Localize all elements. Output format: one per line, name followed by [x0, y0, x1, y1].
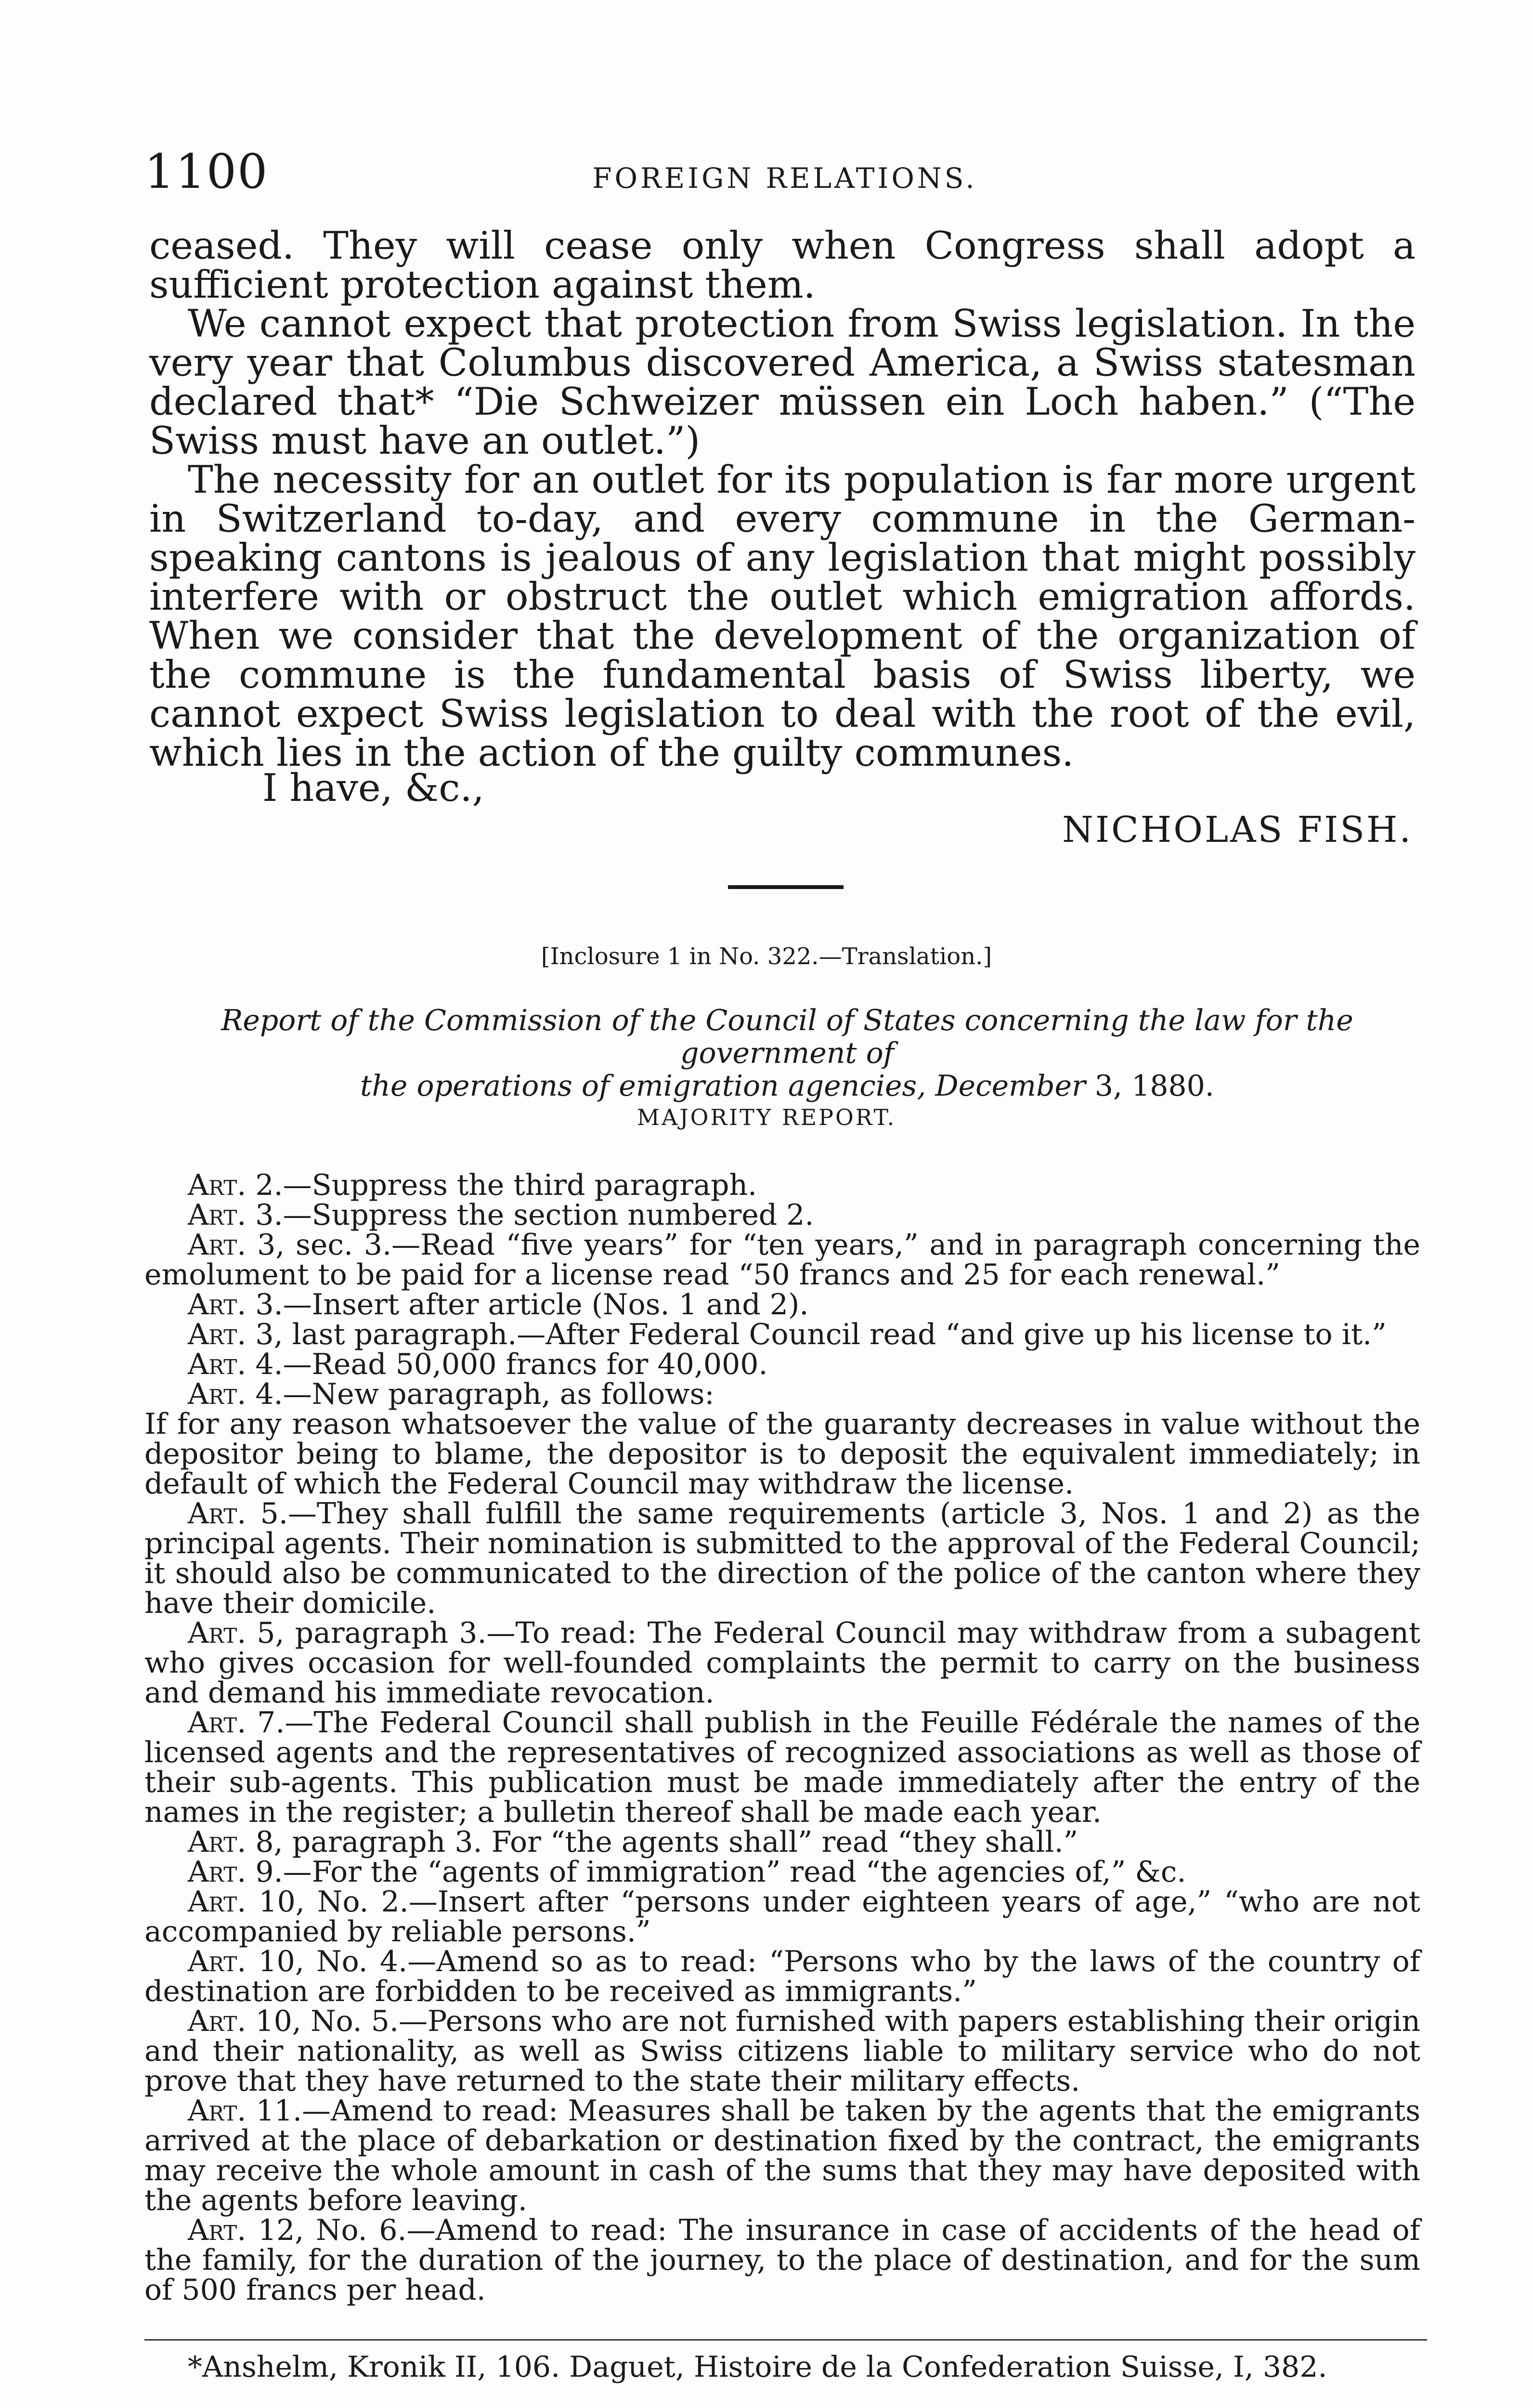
majority-report-heading: MAJORITY REPORT.: [637, 1104, 896, 1130]
articles-list: [144, 1170, 1420, 2305]
article-text: 3.—Insert after article (Nos. 1 and 2).: [255, 1288, 809, 1322]
article-text: 12, No. 6.—Amend to read: The insurance in case of accidents of the head of the family, for the duration of the journey, to the place of destination, and for the sum of 500 francs per head.: [144, 2213, 1421, 2307]
article-ref: Art.: [188, 1825, 247, 1859]
article-text: 9.—For the “agents of immigration” read “the agencies of,” &c.: [255, 1855, 1186, 1889]
article-item: [144, 1320, 1420, 1349]
article-item: [144, 1857, 1420, 1887]
report-title-line: Report of the Commission of the Council of States concerning the law for the government of: [221, 1004, 1353, 1070]
article-item: [144, 1200, 1420, 1230]
article-ref: Art.: [188, 2094, 247, 2128]
article-text: If for any reason whatsoever the value of the guaranty decreases in value without the depositor being to blame, the depositor is to deposit the equivalent immediately; in default of which the Federal Council may withdraw the license.: [144, 1407, 1420, 1501]
article-ref: Art.: [188, 2213, 247, 2247]
report-title-line: [154, 1070, 1420, 1102]
letter-body: [149, 223, 1416, 775]
article-ref: Art.: [188, 1616, 247, 1650]
page-number: 1100: [144, 144, 269, 199]
article-text: 5.—They shall fulfill the same requirements (article 3, Nos. 1 and 2) as the principal agents. Their nomination is submitted to the approval of the Federal Council; it should also be communicated to the direction of the police of the canton where they have their domicile.: [144, 1497, 1420, 1620]
article-ref: Art.: [188, 1497, 247, 1531]
article-ref: Art.: [188, 1706, 247, 1740]
article-text: 4.—New paragraph, as follows:: [255, 1377, 715, 1411]
letter-paragraph: We cannot expect that protection from Swiss legislation. In the very year that Columbus discovered America, a Swiss statesman declared that* “Die Schweizer müssen ein Loch haben.” (“The Swiss must have an outlet.”): [149, 301, 1416, 463]
article-ref: Art.: [188, 1377, 247, 1411]
article-item: [144, 1618, 1420, 1708]
article-text: 8, paragraph 3. For “the agents shall” read “they shall.”: [255, 1825, 1078, 1859]
letter-paragraph: ceased. They will cease only when Congress shall adopt a sufficient protection against them.: [149, 223, 1416, 307]
article-text: 11.—Amend to read: Measures shall be taken by the agents that the emigrants arrived at the place of debarkation or destination fixed by the contract, the emigrants may receive the whole amount in cash of the sums that they may have deposited with the agents before leaving.: [144, 2094, 1420, 2217]
article-ref: Art.: [188, 1945, 247, 1978]
report-title-date: 3, 1880.: [1094, 1069, 1214, 1103]
article-item: [144, 1409, 1420, 1499]
article-text: 10, No. 5.—Persons who are not furnished with papers establishing their origin and their nationality, as well as Swiss citizens liable to military service who do not prove that they have returned to the state their military effects.: [144, 2004, 1420, 2098]
article-ref: Art.: [188, 1198, 247, 1232]
report-title: [154, 1004, 1420, 1102]
article-ref: Art.: [188, 1855, 247, 1889]
article-ref: Art.: [188, 1348, 247, 1381]
article-text: 3.—Suppress the section numbered 2.: [255, 1198, 814, 1232]
article-item: [144, 2215, 1420, 2305]
article-item: [144, 1230, 1420, 1290]
article-ref: Art.: [188, 1168, 247, 1202]
letter-paragraph: The necessity for an outlet for its population is far more urgent in Switzerland to-day, and every commune in the German-speaking cantons is jealous of any legislation that might possibly interfere with or obstruct the outlet which emigration affords. When we consider that the development of the organization of the commune is the fundamental basis of Swiss liberty, we cannot expect Swiss legislation to deal with the root of the evil, which lies in the action of the guilty communes.: [149, 458, 1416, 775]
article-item: [144, 1290, 1420, 1320]
footnote: *Anshelm, Kronik II, 106. Daguet, Histoire de la Confederation Suisse, I, 382.: [188, 2350, 1327, 2384]
article-ref: Art.: [188, 1228, 247, 1262]
page-header: [144, 144, 1425, 212]
footnote-rule: [144, 2339, 1427, 2341]
article-item: [144, 1379, 1420, 1409]
article-item: [144, 1708, 1420, 1827]
article-text: 10, No. 2.—Insert after “persons under eighteen years of age,” “who are not accompanied by reliable persons.”: [144, 1885, 1420, 1949]
article-item: [144, 1947, 1420, 2006]
article-text: 2.—Suppress the third paragraph.: [255, 1168, 757, 1202]
article-ref: Art.: [188, 2004, 247, 2038]
article-ref: Art.: [188, 1288, 247, 1322]
article-text: 7.—The Federal Council shall publish in the Feuille Fédérale the names of the licensed agents and the representatives of recognized associations as well as those of their sub-agents. This publication must be made immediately after the entry of the names in the register; a bulletin thereof shall be made each year.: [144, 1706, 1420, 1829]
running-head: FOREIGN RELATIONS.: [592, 162, 977, 195]
letter-closing: I have, &c.,: [262, 766, 484, 810]
report-title-italic: the operations of emigration agencies, December: [360, 1069, 1086, 1103]
article-item: [144, 1887, 1420, 1947]
article-text: 4.—Read 50,000 francs for 40,000.: [255, 1348, 768, 1381]
article-item: [144, 1827, 1420, 1857]
article-item: [144, 1170, 1420, 1200]
section-divider: [728, 885, 844, 889]
article-text: 3, sec. 3.—Read “five years” for “ten years,” and in paragraph concerning the emolument to be paid for a license read “50 francs and 25 for each renewal.”: [144, 1228, 1420, 1292]
article-item: [144, 2096, 1420, 2215]
article-ref: Art.: [188, 1318, 247, 1351]
letter-signature: NICHOLAS FISH.: [1062, 809, 1413, 851]
article-text: 5, paragraph 3.—To read: The Federal Council may withdraw from a subagent who gives occasion for well-founded complaints the permit to carry on the business and demand his immediate revocation.: [144, 1616, 1421, 1710]
article-item: [144, 1349, 1420, 1379]
inclosure-heading: [Inclosure 1 in No. 322.—Translation.]: [541, 943, 992, 970]
article-item: [144, 2006, 1420, 2096]
article-item: [144, 1499, 1420, 1618]
article-ref: Art.: [188, 1885, 247, 1919]
article-text: 3, last paragraph.—After Federal Council read “and give up his license to it.”: [255, 1318, 1387, 1351]
article-text: 10, No. 4.—Amend so as to read: “Persons who by the laws of the country of destination are forbidden to be received as immigrants.”: [144, 1945, 1420, 2008]
